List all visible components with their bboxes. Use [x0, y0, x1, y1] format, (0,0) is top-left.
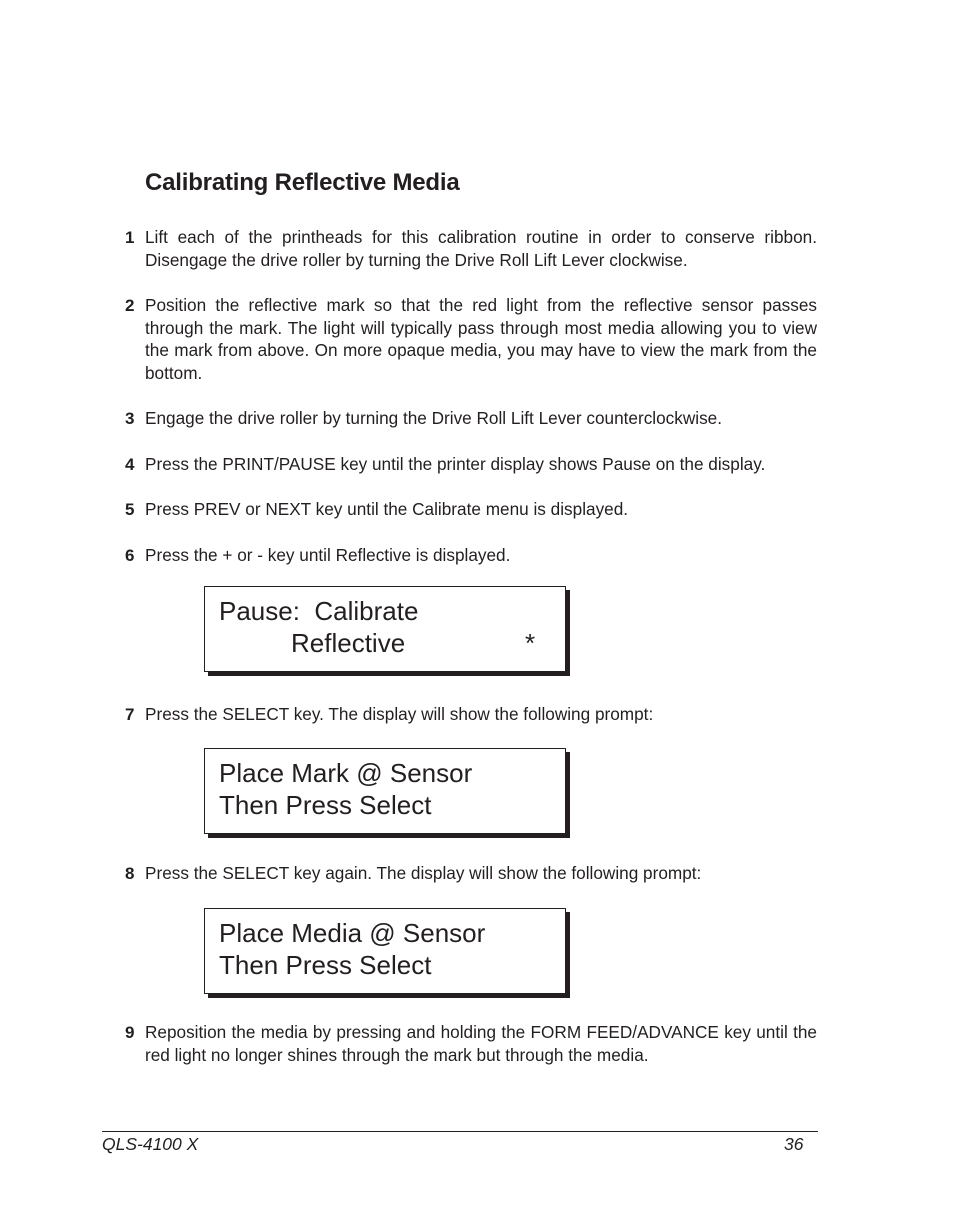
step-text: Press the PRINT/PAUSE key until the printer display shows Pause on the display. — [145, 454, 766, 474]
step-text: Press PREV or NEXT key until the Calibrate menu is displayed. — [145, 499, 629, 519]
lcd-display-place-media — [204, 908, 566, 994]
step-number: 2 — [125, 296, 135, 315]
step-text: Press the SELECT key again. The display will show the following prompt: — [145, 863, 702, 883]
lcd-line-1: Place Media @ Sensor — [219, 918, 486, 948]
lcd-line-2: Reflective — [291, 628, 406, 658]
step-number: 8 — [125, 864, 135, 883]
lcd-line-1: Pause: Calibrate — [219, 596, 419, 626]
step-number: 9 — [125, 1023, 135, 1042]
footer-model: QLS-4100 X — [102, 1134, 199, 1154]
step-number: 5 — [125, 500, 135, 519]
step-text: Reposition the media by pressing and holding the FORM FEED/ADVANCE key until the red light no longer shines through the mark but through the media. — [145, 1022, 817, 1065]
step-text: Engage the drive roller by turning the Drive Roll Lift Lever counterclockwise. — [145, 408, 723, 428]
step-number: 3 — [125, 409, 135, 428]
step-text: Lift each of the printheads for this calibration routine in order to conserve ribbon. Disengage the drive roller by turning the Drive Roll Lift Lever clockwise. — [145, 227, 817, 270]
footer-divider — [102, 1131, 818, 1132]
lcd-display-place-mark — [204, 748, 566, 834]
step-number: 1 — [125, 228, 135, 247]
lcd-line-1: Place Mark @ Sensor — [219, 758, 473, 788]
lcd-line-2: Then Press Select — [219, 790, 432, 820]
step-text: Press the SELECT key. The display will show the following prompt: — [145, 704, 654, 724]
step-text: Position the reflective mark so that the red light from the reflective sensor passes through the mark. The light will typically pass through most media allowing you to view the mark from above. On more opaque media, you may have to view the mark from the bottom. — [145, 295, 817, 383]
lcd-selection-marker: * — [525, 628, 536, 658]
step-number: 4 — [125, 455, 135, 474]
step-number: 7 — [125, 705, 135, 724]
lcd-line-2: Then Press Select — [219, 950, 432, 980]
step-text: Press the + or - key until Reflective is displayed. — [145, 545, 511, 565]
step-number: 6 — [125, 546, 135, 565]
page-number: 36 — [784, 1134, 804, 1154]
lcd-display-calibrate — [204, 586, 566, 672]
page-title: Calibrating Reflective Media — [145, 169, 460, 196]
